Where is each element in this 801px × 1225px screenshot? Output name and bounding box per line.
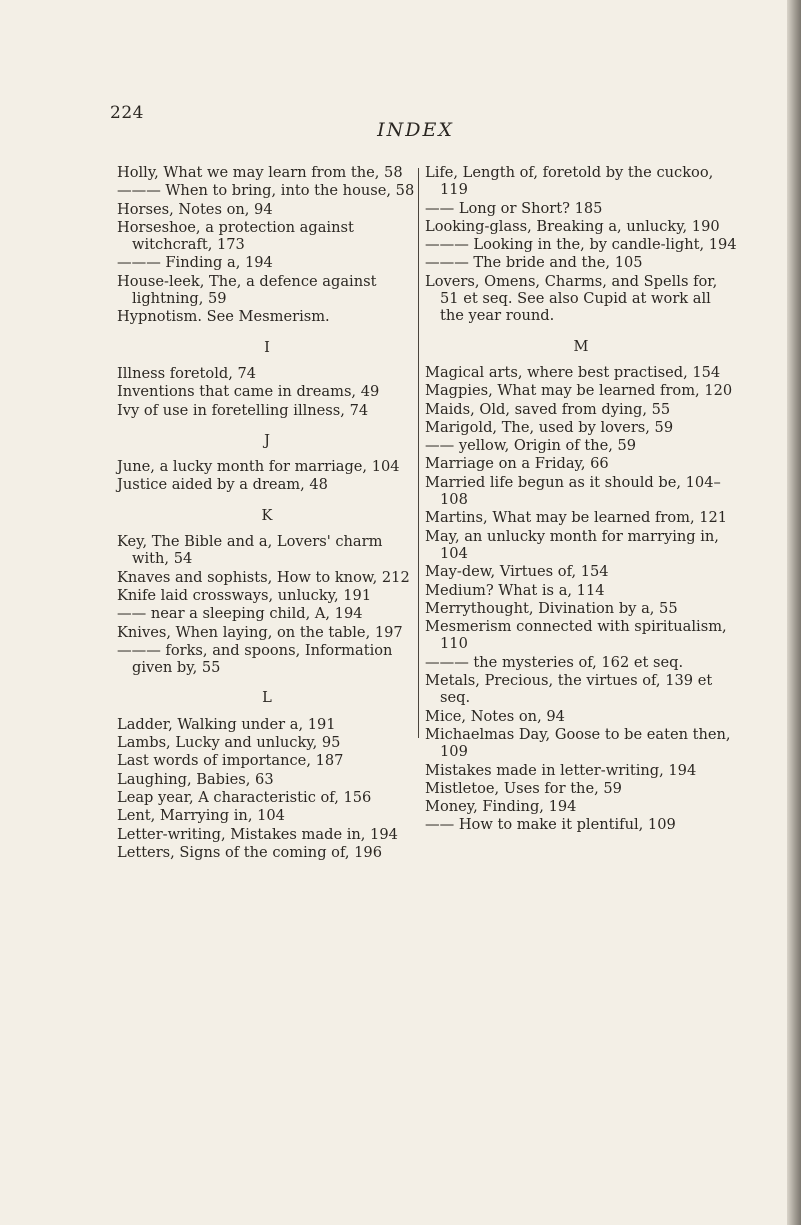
index-entry: Ladder, Walking under a, 191 [117, 715, 336, 733]
section-letter: L [262, 689, 272, 707]
index-entry: Horses, Notes on, 94 [117, 200, 273, 218]
index-entry: Last words of importance, 187 [117, 752, 344, 770]
index-entry: —— near a sleeping child, A, 194 [117, 605, 363, 623]
section-letter: K [261, 506, 273, 524]
index-entry: Marigold, The, used by lovers, 59 [425, 418, 674, 436]
index-entry: Michaelmas Day, Goose to be eaten then, 109 [425, 725, 731, 761]
index-entry: Magpies, What may be learned from, 120 [425, 382, 733, 400]
index-entry: Letters, Signs of the coming of, 196 [117, 843, 382, 861]
index-entry: Medium? What is a, 114 [425, 581, 605, 599]
index-entry: Justice aided by a dream, 48 [117, 476, 328, 494]
index-entry: June, a lucky month for marriage, 104 [117, 458, 400, 476]
index-column-left [117, 164, 417, 862]
index-entry: Mistletoe, Uses for the, 59 [425, 779, 622, 797]
page-edge [787, 0, 801, 1225]
index-entry: Metals, Precious, the virtues of, 139 et seq. [425, 672, 713, 707]
index-entry: Lovers, Omens, Charms, and Spells for, 51 et seq. See also Cupid at work all the year round. [425, 272, 718, 325]
running-head: INDEX [377, 119, 454, 141]
index-entry: Letter-writing, Mistakes made in, 194 [117, 825, 398, 843]
index-entry: Leap year, A characteristic of, 156 [117, 788, 372, 806]
index-entry: Hypnotism. See Mesmerism. [117, 308, 330, 326]
index-entry: Life, Length of, foretold by the cuckoo, 119 [425, 164, 714, 199]
index-entry: ——— When to bring, into the house, 58 [117, 182, 415, 200]
index-entry: Lambs, Lucky and unlucky, 95 [117, 734, 341, 752]
index-entry: Knife laid crossways, unlucky, 191 [117, 586, 372, 604]
index-entry: Ivy of use in foretelling illness, 74 [117, 401, 369, 419]
index-entry: Horseshoe, a protection against witchcraft, 173 [117, 218, 354, 254]
index-entry: —— How to make it plentiful, 109 [425, 816, 676, 834]
index-entry: Money, Finding, 194 [425, 798, 577, 816]
index-entry: Marriage on a Friday, 66 [425, 455, 609, 473]
index-entry: Mesmerism connected with spiritualism, 110 [425, 618, 727, 653]
index-column-right [425, 164, 737, 835]
index-entry: Martins, What may be learned from, 121 [425, 509, 728, 527]
index-entry: Illness foretold, 74 [117, 364, 257, 382]
index-entry: ——— The bride and the, 105 [425, 254, 643, 272]
index-entry: Married life begun as it should be, 104–108 [425, 473, 721, 509]
index-entry: May-dew, Virtues of, 154 [425, 563, 609, 581]
index-entry: May, an unlucky month for marrying in, 104 [425, 527, 719, 562]
index-entry: Knaves and sophists, How to know, 212 [117, 568, 410, 586]
index-entry: Mice, Notes on, 94 [425, 707, 565, 725]
index-entry: ——— Looking in the, by candle-light, 194 [425, 236, 737, 254]
index-entry: Inventions that came in dreams, 49 [117, 383, 380, 401]
section-letter: I [264, 338, 270, 356]
page-number: 224 [110, 103, 144, 123]
index-entry: Mistakes made in letter-writing, 194 [425, 761, 697, 779]
index-entry: Holly, What we may learn from the, 58 [117, 164, 403, 181]
index-entry: —— yellow, Origin of the, 59 [425, 437, 637, 455]
section-letter: J [264, 431, 270, 449]
index-entry: Looking-glass, Breaking a, unlucky, 190 [425, 217, 720, 235]
index-entry: Lent, Marrying in, 104 [117, 807, 285, 825]
column-divider [418, 168, 419, 738]
section-letter: M [573, 337, 589, 355]
index-entry: Merrythought, Divination by a, 55 [425, 599, 678, 617]
index-entry: Key, The Bible and a, Lovers' charm with, 54 [117, 533, 383, 568]
index-entry: House-leek, The, a defence against lightning, 59 [117, 272, 377, 308]
index-entry: ——— Finding a, 194 [117, 254, 273, 272]
index-entry: Knives, When laying, on the table, 197 [117, 623, 403, 641]
index-entry: ——— the mysteries of, 162 et seq. [425, 653, 684, 671]
index-entry: Laughing, Babies, 63 [117, 770, 274, 788]
index-entry: —— Long or Short? 185 [425, 199, 603, 217]
index-entry: ——— forks, and spoons, Information given by, 55 [117, 641, 393, 677]
index-entry: Maids, Old, saved from dying, 55 [425, 400, 671, 418]
index-entry: Magical arts, where best practised, 154 [425, 363, 721, 381]
